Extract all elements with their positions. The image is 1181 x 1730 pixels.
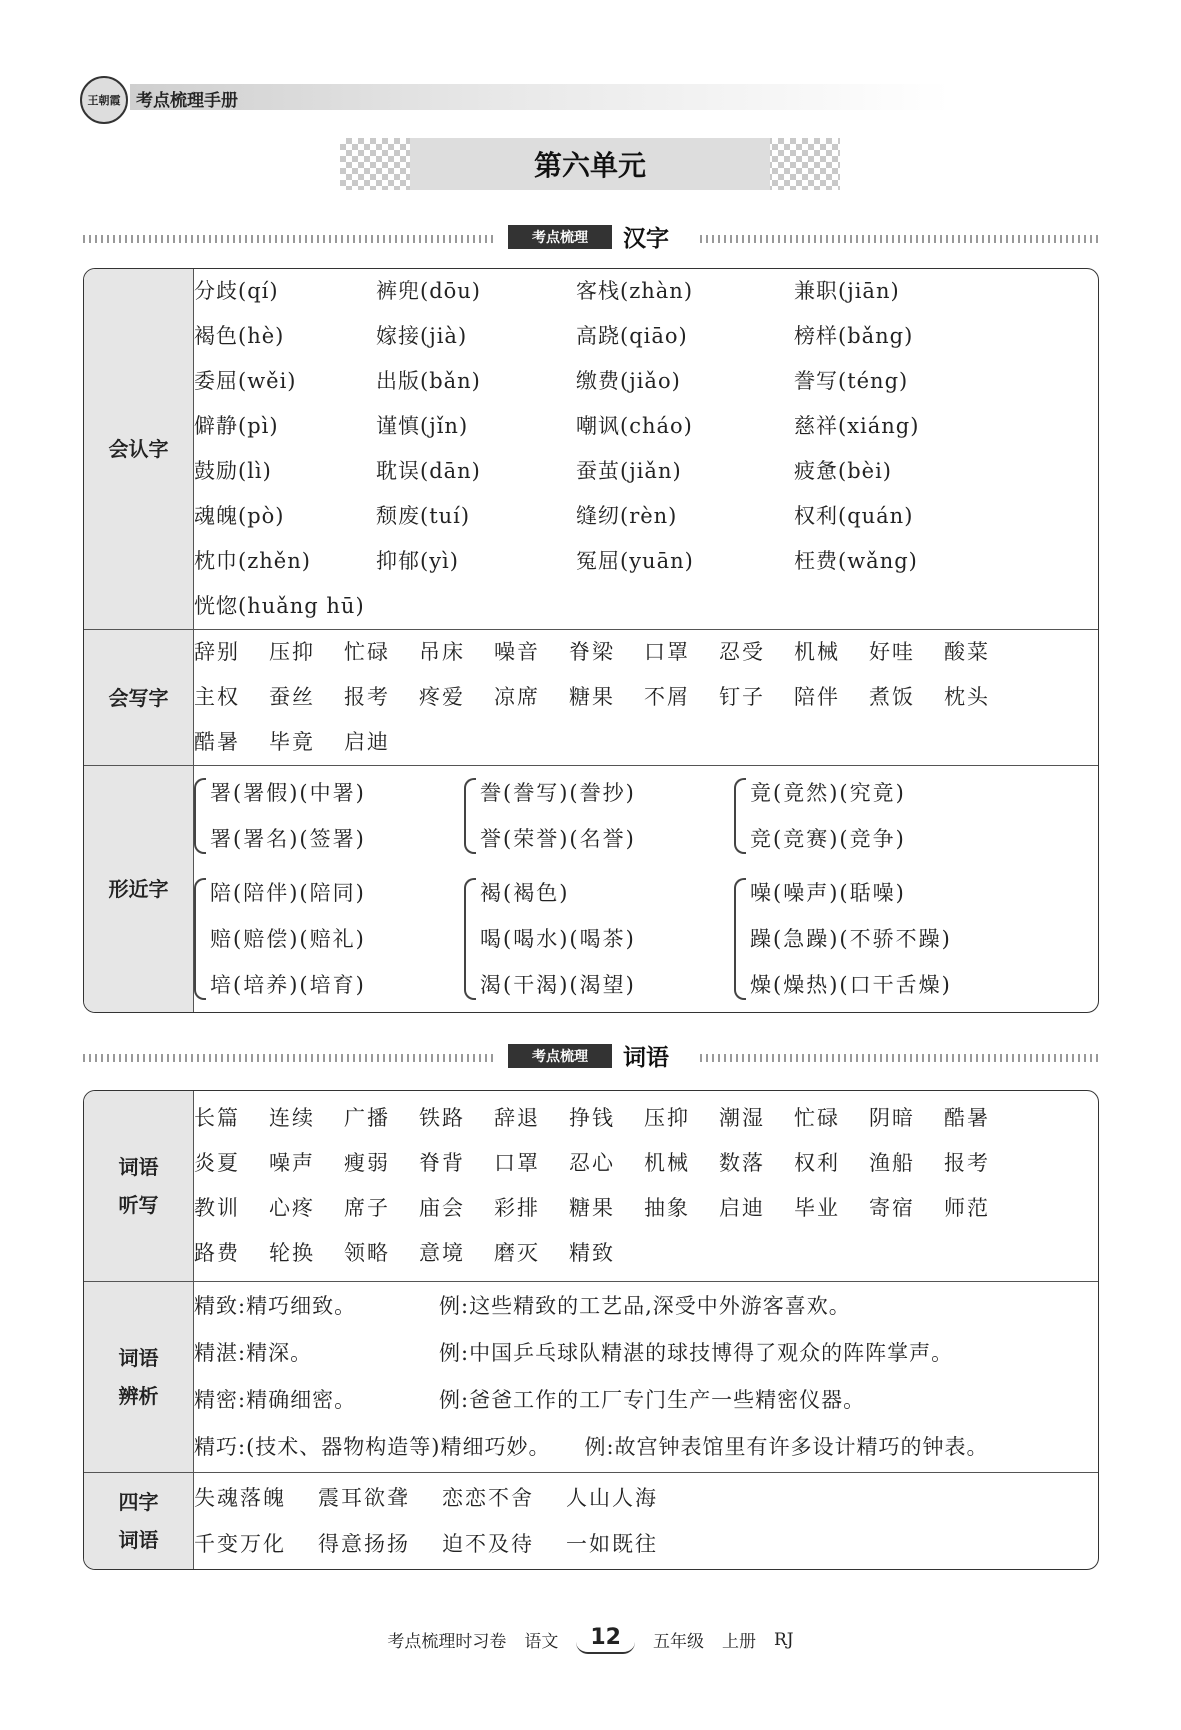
dictation-word: 领略 [344,1241,390,1265]
read-char-item: 疲惫(bèi) [794,459,892,483]
idiom-cell [194,1473,1098,1569]
read-chars-grid [194,269,1098,629]
similar-char-item: 署(署名)(签署) [210,827,366,851]
dictation-word: 噪声 [269,1151,315,1175]
dictation-word: 毕业 [794,1196,840,1220]
read-char-item: 冤屈(yuān) [576,549,694,573]
brace-icon [194,778,206,854]
dictation-word: 席子 [344,1196,390,1220]
dictation-word: 忍心 [569,1151,615,1175]
brace-icon [734,878,746,1000]
similar-char-group [734,770,1034,862]
row-label-line: 词语 [118,1528,159,1552]
section-heading-hanzi [83,224,1100,252]
similar-char-item: 燥(燥热)(口干舌燥) [750,973,952,997]
similar-char-items [750,870,952,1008]
write-char-item: 启迪 [344,730,390,754]
idiom-row [194,1521,1098,1567]
dictation-word: 彩排 [494,1196,540,1220]
dictation-word: 铁路 [419,1106,465,1130]
dictation-word: 酷暑 [944,1106,990,1130]
table-row [84,269,1098,630]
read-char-item: 鼓励(lì) [194,459,272,483]
dictation-word: 教训 [194,1196,240,1220]
read-char-item: 客栈(zhàn) [576,279,694,303]
row-label-line: 词语 [118,1155,159,1179]
write-char-item: 枕头 [944,685,990,709]
similar-char-group [464,770,734,862]
page-header [70,76,940,116]
write-char-item: 陪伴 [794,685,840,709]
dictation-word: 挣钱 [569,1106,615,1130]
brace-icon [194,878,206,1000]
write-char-item: 辞别 [194,640,240,664]
footer-subject: 语文 [524,1632,559,1652]
row-label-line: 辨析 [118,1384,159,1408]
dictation-word: 报考 [944,1151,990,1175]
brand-logo: 王朝霞 [80,76,128,124]
dictation-word: 轮换 [269,1241,315,1265]
dictation-word: 口罩 [494,1151,540,1175]
brace-icon [734,778,746,854]
row-label [84,1473,194,1569]
unit-title: 第六单元 [410,138,770,190]
write-char-item: 噪音 [494,640,540,664]
idiom-item: 人山人海 [566,1486,658,1510]
dotted-rule [83,235,493,243]
row-label [84,1091,194,1282]
write-char-item: 毕竟 [269,730,315,754]
write-char-item: 糖果 [569,685,615,709]
dictation-word: 庙会 [419,1196,465,1220]
similar-char-items [480,870,636,1008]
row-label: 会认字 [84,269,194,630]
read-char-item: 蚕茧(jiǎn) [576,459,682,483]
similar-char-group [194,870,464,1008]
similar-char-item: 署(署假)(中署) [210,781,366,805]
write-char-item: 报考 [344,685,390,709]
similar-char-item: 喝(喝水)(喝茶) [480,927,636,951]
dictation-word: 炎夏 [194,1151,240,1175]
dictation-word: 辞退 [494,1106,540,1130]
similar-chars-cell [194,766,1098,1012]
similar-char-group [734,870,1034,1008]
row-label-line: 听写 [118,1193,159,1217]
write-char-item: 煮饭 [869,685,915,709]
write-char-item: 蚕丝 [269,685,315,709]
example: 例:爸爸工作的工厂专门生产一些精密仪器。 [439,1388,866,1412]
read-char-item: 枕巾(zhěn) [194,549,311,573]
dictation-word: 寄宿 [869,1196,915,1220]
dictation-word: 磨灭 [494,1241,540,1265]
write-char-item: 凉席 [494,685,540,709]
idiom-item: 千变万化 [194,1532,286,1556]
example: 例:这些精致的工艺品,深受中外游客喜欢。 [439,1294,851,1318]
read-char-item: 僻静(pì) [194,414,279,438]
idiom-row [194,1475,1098,1521]
similar-char-item: 竞(竞赛)(竞争) [750,827,906,851]
write-chars-grid [194,630,1098,765]
dictation-word: 心疼 [269,1196,315,1220]
analysis-item [194,1377,1098,1424]
page-footer [0,1625,1181,1654]
dictation-word: 权利 [794,1151,840,1175]
read-char-item: 褐色(hè) [194,324,285,348]
dotted-rule [700,235,1100,243]
header-title: 考点梳理手册 [136,91,238,111]
similar-char-item: 陪(陪伴)(陪同) [210,881,366,905]
write-char-item: 忙碌 [344,640,390,664]
section-badge: 考点梳理 [508,1044,612,1068]
idiom-item: 恋恋不舍 [442,1486,534,1510]
write-char-item: 口罩 [644,640,690,664]
dictation-word: 路费 [194,1241,240,1265]
read-char-item: 颓废(tuí) [376,504,471,528]
dictation-cell [194,1091,1098,1282]
analysis-item [194,1283,1098,1330]
unit-title-banner [340,138,840,190]
footer-edition: RJ [774,1629,794,1650]
dictation-word: 数落 [719,1151,765,1175]
read-char-item: 缝纫(rèn) [576,504,678,528]
similar-char-group [464,870,734,1008]
section-title: 汉字 [623,226,669,252]
read-char-item: 出版(bǎn) [376,369,481,393]
section-badge: 考点梳理 [508,225,612,249]
read-char-item: 权利(quán) [794,504,914,528]
write-char-item: 不屑 [644,685,690,709]
similar-char-item: 渴(干渴)(渴望) [480,973,636,997]
table-row [84,630,1098,766]
write-char-item: 主权 [194,685,240,709]
dictation-word: 潮湿 [719,1106,765,1130]
dotted-rule [83,1054,493,1062]
row-label: 会写字 [84,630,194,766]
dictation-word: 糖果 [569,1196,615,1220]
write-char-item: 忍受 [719,640,765,664]
similar-char-item: 躁(急躁)(不骄不躁) [750,927,952,951]
dictation-word: 广播 [344,1106,390,1130]
similar-char-item: 培(培养)(培育) [210,973,366,997]
dictation-word: 脊背 [419,1151,465,1175]
footer-term: 上册 [722,1632,756,1652]
section-title: 词语 [623,1045,669,1071]
idiom-item: 一如既往 [566,1532,658,1556]
dictation-word: 机械 [644,1151,690,1175]
analysis-item [194,1330,1098,1377]
read-char-item: 枉费(wǎng) [794,549,918,573]
write-char-item: 压抑 [269,640,315,664]
table-row [84,1473,1098,1569]
checker-decoration-right [760,138,840,190]
hanzi-table [83,268,1099,1013]
similar-char-item: 誊(誊写)(誊抄) [480,781,636,805]
section-heading-ciyu [83,1043,1100,1071]
similar-char-item: 噪(噪声)(聒噪) [750,881,906,905]
read-char-item: 魂魄(pò) [194,504,285,528]
write-char-item: 钉子 [719,685,765,709]
row-label: 形近字 [84,766,194,1012]
dictation-word: 渔船 [869,1151,915,1175]
footer-series: 考点梳理时习卷 [387,1632,507,1652]
similar-char-item: 誉(荣誉)(名誉) [480,827,636,851]
write-char-item: 机械 [794,640,840,664]
analysis-item [194,1424,1098,1471]
read-char-item: 缴费(jiǎo) [576,369,681,393]
definition: 精巧:(技术、器物构造等)精细巧妙。 [194,1435,551,1459]
read-char-item: 谨慎(jǐn) [376,414,469,438]
write-char-item: 酷暑 [194,730,240,754]
read-char-item: 誊写(téng) [794,369,909,393]
checker-decoration-left [340,138,420,190]
dictation-word: 师范 [944,1196,990,1220]
analysis-cell [194,1282,1098,1473]
dictation-word: 精致 [569,1241,615,1265]
dictation-word: 抽象 [644,1196,690,1220]
definition: 精致:精巧细致。 [194,1294,357,1318]
similar-char-items [480,770,636,862]
read-char-item: 委屈(wěi) [194,369,297,393]
dictation-word: 阴暗 [869,1106,915,1130]
similar-char-item: 竟(竟然)(究竟) [750,781,906,805]
write-char-item: 吊床 [419,640,465,664]
dictation-word: 忙碌 [794,1106,840,1130]
dictation-word: 长篇 [194,1106,240,1130]
row-label-line: 四字 [118,1490,159,1514]
definition: 精密:精确细密。 [194,1388,357,1412]
read-char-item: 兼职(jiān) [794,279,900,303]
read-char-item: 慈祥(xiáng) [794,414,920,438]
read-chars-cell [194,269,1098,630]
idiom-item: 迫不及待 [442,1532,534,1556]
similar-char-items [210,870,366,1008]
dictation-word: 压抑 [644,1106,690,1130]
idiom-item: 失魂落魄 [194,1486,286,1510]
similar-char-item: 褐(褐色) [480,881,570,905]
dictation-word: 启迪 [719,1196,765,1220]
write-char-item: 酸菜 [944,640,990,664]
similar-char-item: 赔(赔偿)(赔礼) [210,927,366,951]
brace-icon [464,778,476,854]
dotted-rule [700,1054,1100,1062]
read-char-item: 榜样(bǎng) [794,324,914,348]
similar-char-items [750,770,906,862]
definition: 精湛:精深。 [194,1341,313,1365]
read-char-item: 高跷(qiāo) [576,324,688,348]
dictation-word: 连续 [269,1106,315,1130]
dictation-word: 瘦弱 [344,1151,390,1175]
idiom-item: 震耳欲聋 [318,1486,410,1510]
table-row [84,766,1098,1012]
write-char-item: 脊梁 [569,640,615,664]
example: 例:中国乒乓球队精湛的球技博得了观众的阵阵掌声。 [439,1341,954,1365]
read-char-item: 抑郁(yì) [376,549,459,573]
row-label-line: 词语 [118,1346,159,1370]
ciyu-table [83,1090,1099,1570]
write-char-item: 疼爱 [419,685,465,709]
similar-char-items [210,770,366,862]
read-char-item: 恍惚(huǎng hū) [194,594,365,618]
read-char-item: 嫁接(jià) [376,324,468,348]
example: 例:故宫钟表馆里有许多设计精巧的钟表。 [584,1435,989,1459]
write-char-item: 好哇 [869,640,915,664]
similar-chars-grid [194,766,1098,1012]
row-label [84,1282,194,1473]
dictation-grid [194,1096,1098,1276]
table-row [84,1091,1098,1282]
page-number: 12 [576,1625,635,1654]
read-char-item: 分歧(qí) [194,279,279,303]
table-row [84,1282,1098,1473]
header-bar [130,84,950,110]
dictation-word: 意境 [419,1241,465,1265]
read-char-item: 耽误(dān) [376,459,481,483]
footer-grade: 五年级 [653,1632,704,1652]
idiom-item: 得意扬扬 [318,1532,410,1556]
write-chars-cell [194,630,1098,766]
read-char-item: 嘲讽(cháo) [576,414,693,438]
read-char-item: 裤兜(dōu) [376,279,481,303]
brace-icon [464,878,476,1000]
similar-char-group [194,770,464,862]
